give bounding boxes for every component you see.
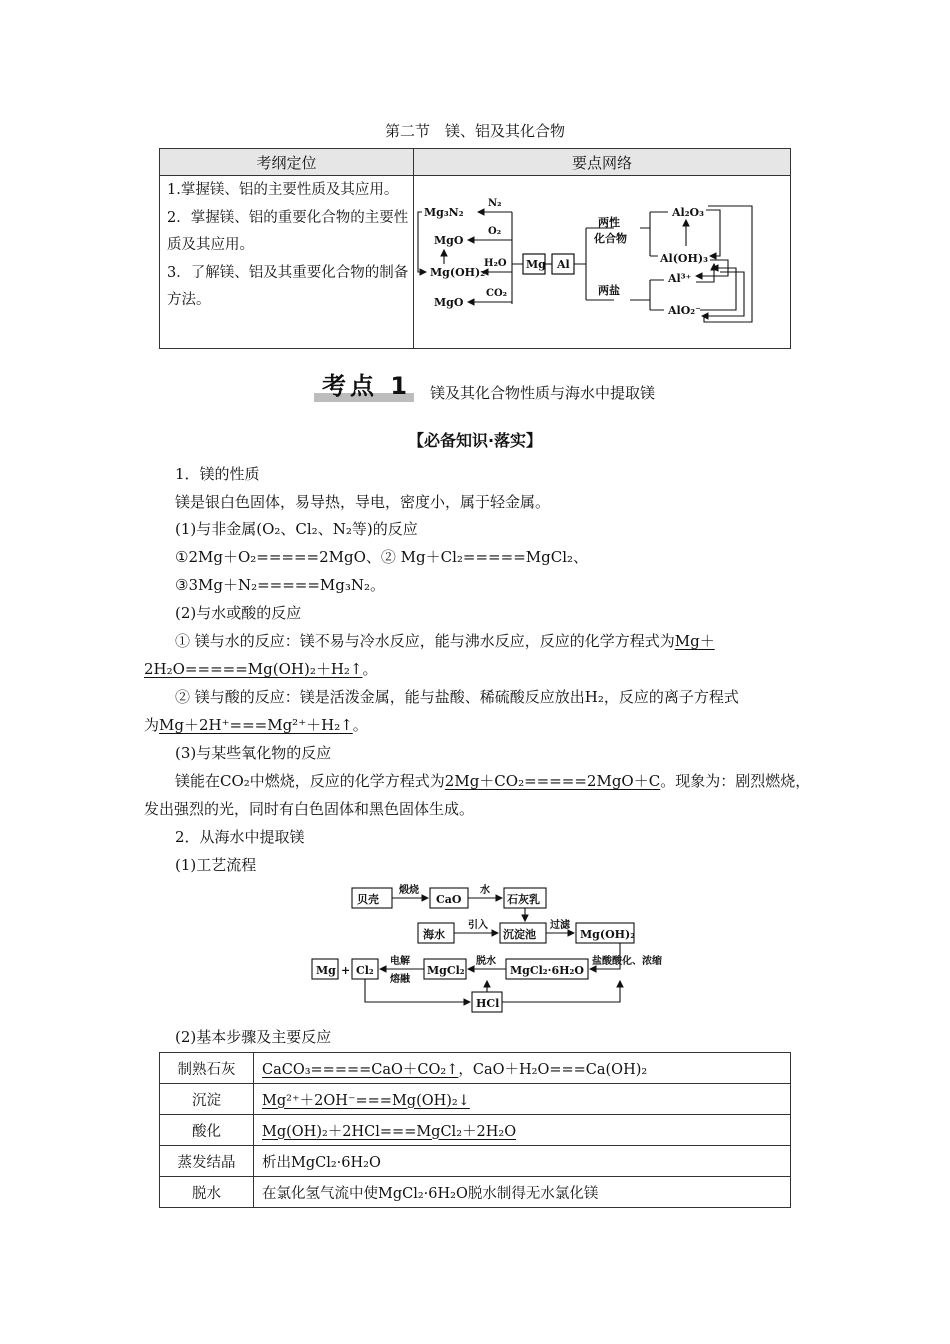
kaodian-badge (314, 372, 414, 402)
s1-heading: 1．镁的性质 (175, 465, 260, 483)
label-introduce: 引入 (468, 920, 488, 931)
arrow-al3-to-aloh3 (696, 264, 714, 282)
table-row (160, 1177, 791, 1208)
arrow-mg3n2-to-mgoh2 (418, 212, 426, 272)
step-name: 酸化 (160, 1115, 254, 1146)
step-rest: 析出MgCl₂·6H₂O (262, 1154, 381, 1171)
label-electrolysis: 电解 (390, 956, 410, 967)
s1-p2: (2)与水或酸的反应 (175, 604, 302, 622)
arrow-hcl-acidify (502, 981, 620, 1002)
label-n2: N₂ (488, 198, 502, 209)
s1-eq1: ①2Mg＋O₂=====2MgO、② Mg＋Cl₂=====MgCl₂、 (175, 548, 589, 566)
step-reaction (254, 1053, 791, 1084)
s2-heading: 2．从海水中提取镁 (175, 828, 305, 846)
label-calcine: 煅烧 (399, 885, 419, 896)
s1-acid-line2 (144, 714, 368, 735)
water-eq-a: Mg＋ (674, 632, 715, 650)
co2-text: 镁能在CO₂中燃烧，反应的化学方程式为 (175, 772, 445, 790)
table-row (160, 1146, 791, 1177)
goal-item: 2．掌握镁、铝的重要化合物的主要性质及其应用。 (167, 209, 409, 253)
step-name: 脱水 (160, 1177, 254, 1208)
s1-p1: (1)与非金属(O₂、Cl₂、N₂等)的反应 (175, 520, 418, 538)
mg-al-network-diagram (414, 176, 790, 344)
co2-eq: 2Mg＋CO₂=====2MgO＋C (444, 772, 661, 790)
syllabus-goals (160, 176, 414, 349)
s2-p1: (1)工艺流程 (175, 856, 257, 874)
steps-table (159, 1052, 791, 1208)
step-eq: Mg(OH)₂＋2HCl===MgCl₂＋2H₂O (262, 1123, 517, 1140)
step-reaction (254, 1115, 791, 1146)
goal-item: 3．了解镁、铝及其重要化合物的制备方法。 (167, 264, 409, 308)
node-al2o3: Al₂O₃ (672, 206, 704, 219)
label-compound: 化合物 (594, 232, 627, 245)
step-reaction (254, 1177, 791, 1208)
section-title: 第二节 镁、铝及其化合物 (384, 122, 565, 140)
step-name: 制熟石灰 (160, 1053, 254, 1084)
node-pool: 沉淀池 (503, 928, 536, 941)
network-cell (414, 176, 791, 349)
node-mgcl2: MgCl₂ (427, 964, 465, 977)
bracket-line (512, 212, 523, 304)
network-header: 要点网络 (414, 149, 791, 176)
node-mg: Mg (526, 258, 546, 271)
node-mgo-2: MgO (434, 296, 464, 309)
node-seawater: 海水 (423, 928, 445, 941)
period: 。 (362, 660, 378, 678)
label-o2: O₂ (488, 226, 502, 237)
syllabus-header: 考纲定位 (160, 149, 414, 176)
s1-acid-text: ② 镁与酸的反应：镁是活泼金属，能与盐酸、稀硫酸反应放出H₂，反应的离子方程式 (175, 688, 739, 706)
node-shell: 贝壳 (357, 893, 379, 906)
node-alo2: AlO₂⁻ (668, 304, 701, 317)
acid-eq: Mg＋2H⁺===Mg²⁺＋H₂↑ (159, 716, 353, 734)
subheading: 【必备知识·落实】 (407, 431, 543, 450)
node-mgoh2: Mg(OH)₂ (430, 266, 486, 279)
node-mgcl2-6h2o: MgCl₂·6H₂O (510, 964, 584, 977)
label-water: 水 (480, 885, 490, 896)
node-mgo: MgO (434, 234, 464, 247)
node-limemilk: 石灰乳 (507, 893, 540, 906)
node-al3: Al³⁺ (668, 272, 692, 285)
label-co2: CO₂ (486, 288, 508, 299)
table-row (160, 1084, 791, 1115)
arrow-cl2-hcl (365, 979, 470, 1002)
s1-co2-line (175, 770, 810, 791)
s1-water-para (175, 630, 715, 651)
node-al: Al (557, 258, 570, 271)
label-acidify: 盐酸酸化、浓缩 (592, 956, 662, 967)
label-filter: 过滤 (550, 920, 570, 931)
s2-p2: (2)基本步骤及主要反应 (175, 1028, 332, 1046)
node-mg: Mg (316, 964, 336, 977)
label-two-salts: 两盐 (598, 284, 620, 297)
node-cl2: Cl₂ (356, 964, 374, 977)
s1-intro: 镁是银白色固体，易导热，导电，密度小，属于轻金属。 (175, 493, 551, 511)
water-eq-b: 2H₂O=====Mg(OH)₂＋H₂↑ (144, 660, 363, 678)
process-flow-diagram (300, 878, 720, 1016)
co2-after: 。现象为：剧烈燃烧， (660, 772, 811, 790)
kaodian-title: 镁及其化合物性质与海水中提取镁 (430, 384, 656, 402)
arrow-al2o3-cycle (706, 210, 720, 256)
bracket-compounds (640, 212, 668, 256)
step-eq: CaCO₃=====CaO＋CO₂↑ (262, 1061, 459, 1078)
step-eq: Mg²⁺＋2OH⁻===Mg(OH)₂↓ (262, 1092, 470, 1109)
label-h2o: H₂O (484, 258, 507, 269)
badge-text: 考点 1 (322, 372, 412, 400)
label-dehydrate: 脱水 (476, 956, 496, 967)
plus-sign: + (341, 964, 351, 977)
s1-water-line2 (144, 658, 378, 679)
bracket-salts (630, 280, 664, 310)
node-mg3n2: Mg₃N₂ (424, 206, 464, 219)
step-name: 沉淀 (160, 1084, 254, 1115)
node-mgoh2: Mg(OH)₂ (580, 928, 636, 941)
label-molten: 熔融 (390, 974, 410, 985)
goal-item: 1.掌握镁、铝的主要性质及其应用。 (167, 182, 399, 198)
step-name: 蒸发结晶 (160, 1146, 254, 1177)
s1-eq3: ③3Mg＋N₂=====Mg₃N₂。 (175, 576, 386, 594)
arrow-aloh3-to-alo2 (702, 272, 744, 316)
period: 。 (352, 716, 368, 734)
step-reaction (254, 1146, 791, 1177)
node-cao: CaO (436, 893, 462, 906)
node-aloh3: Al(OH)₃ (660, 252, 708, 265)
table-row (160, 1053, 791, 1084)
step-rest: ，CaO＋H₂O===Ca(OH)₂ (458, 1061, 648, 1078)
step-reaction (254, 1084, 791, 1115)
s1-co2-line2: 发出强烈的光，同时有白色固体和黑色固体生成。 (144, 800, 475, 818)
syllabus-table (159, 148, 791, 349)
acid-pre: 为 (144, 716, 160, 734)
table-row (160, 1115, 791, 1146)
step-rest: 在氯化氢气流中使MgCl₂·6H₂O脱水制得无水氯化镁 (262, 1185, 599, 1202)
label-amphoteric: 两性 (598, 216, 620, 229)
s1-p3: (3)与某些氧化物的反应 (175, 744, 332, 762)
node-hcl: HCl (476, 997, 500, 1010)
arrow-alo2-to-aloh3 (700, 268, 736, 310)
water-text: ① 镁与水的反应：镁不易与冷水反应，能与沸水反应，反应的化学方程式为 (175, 632, 675, 650)
